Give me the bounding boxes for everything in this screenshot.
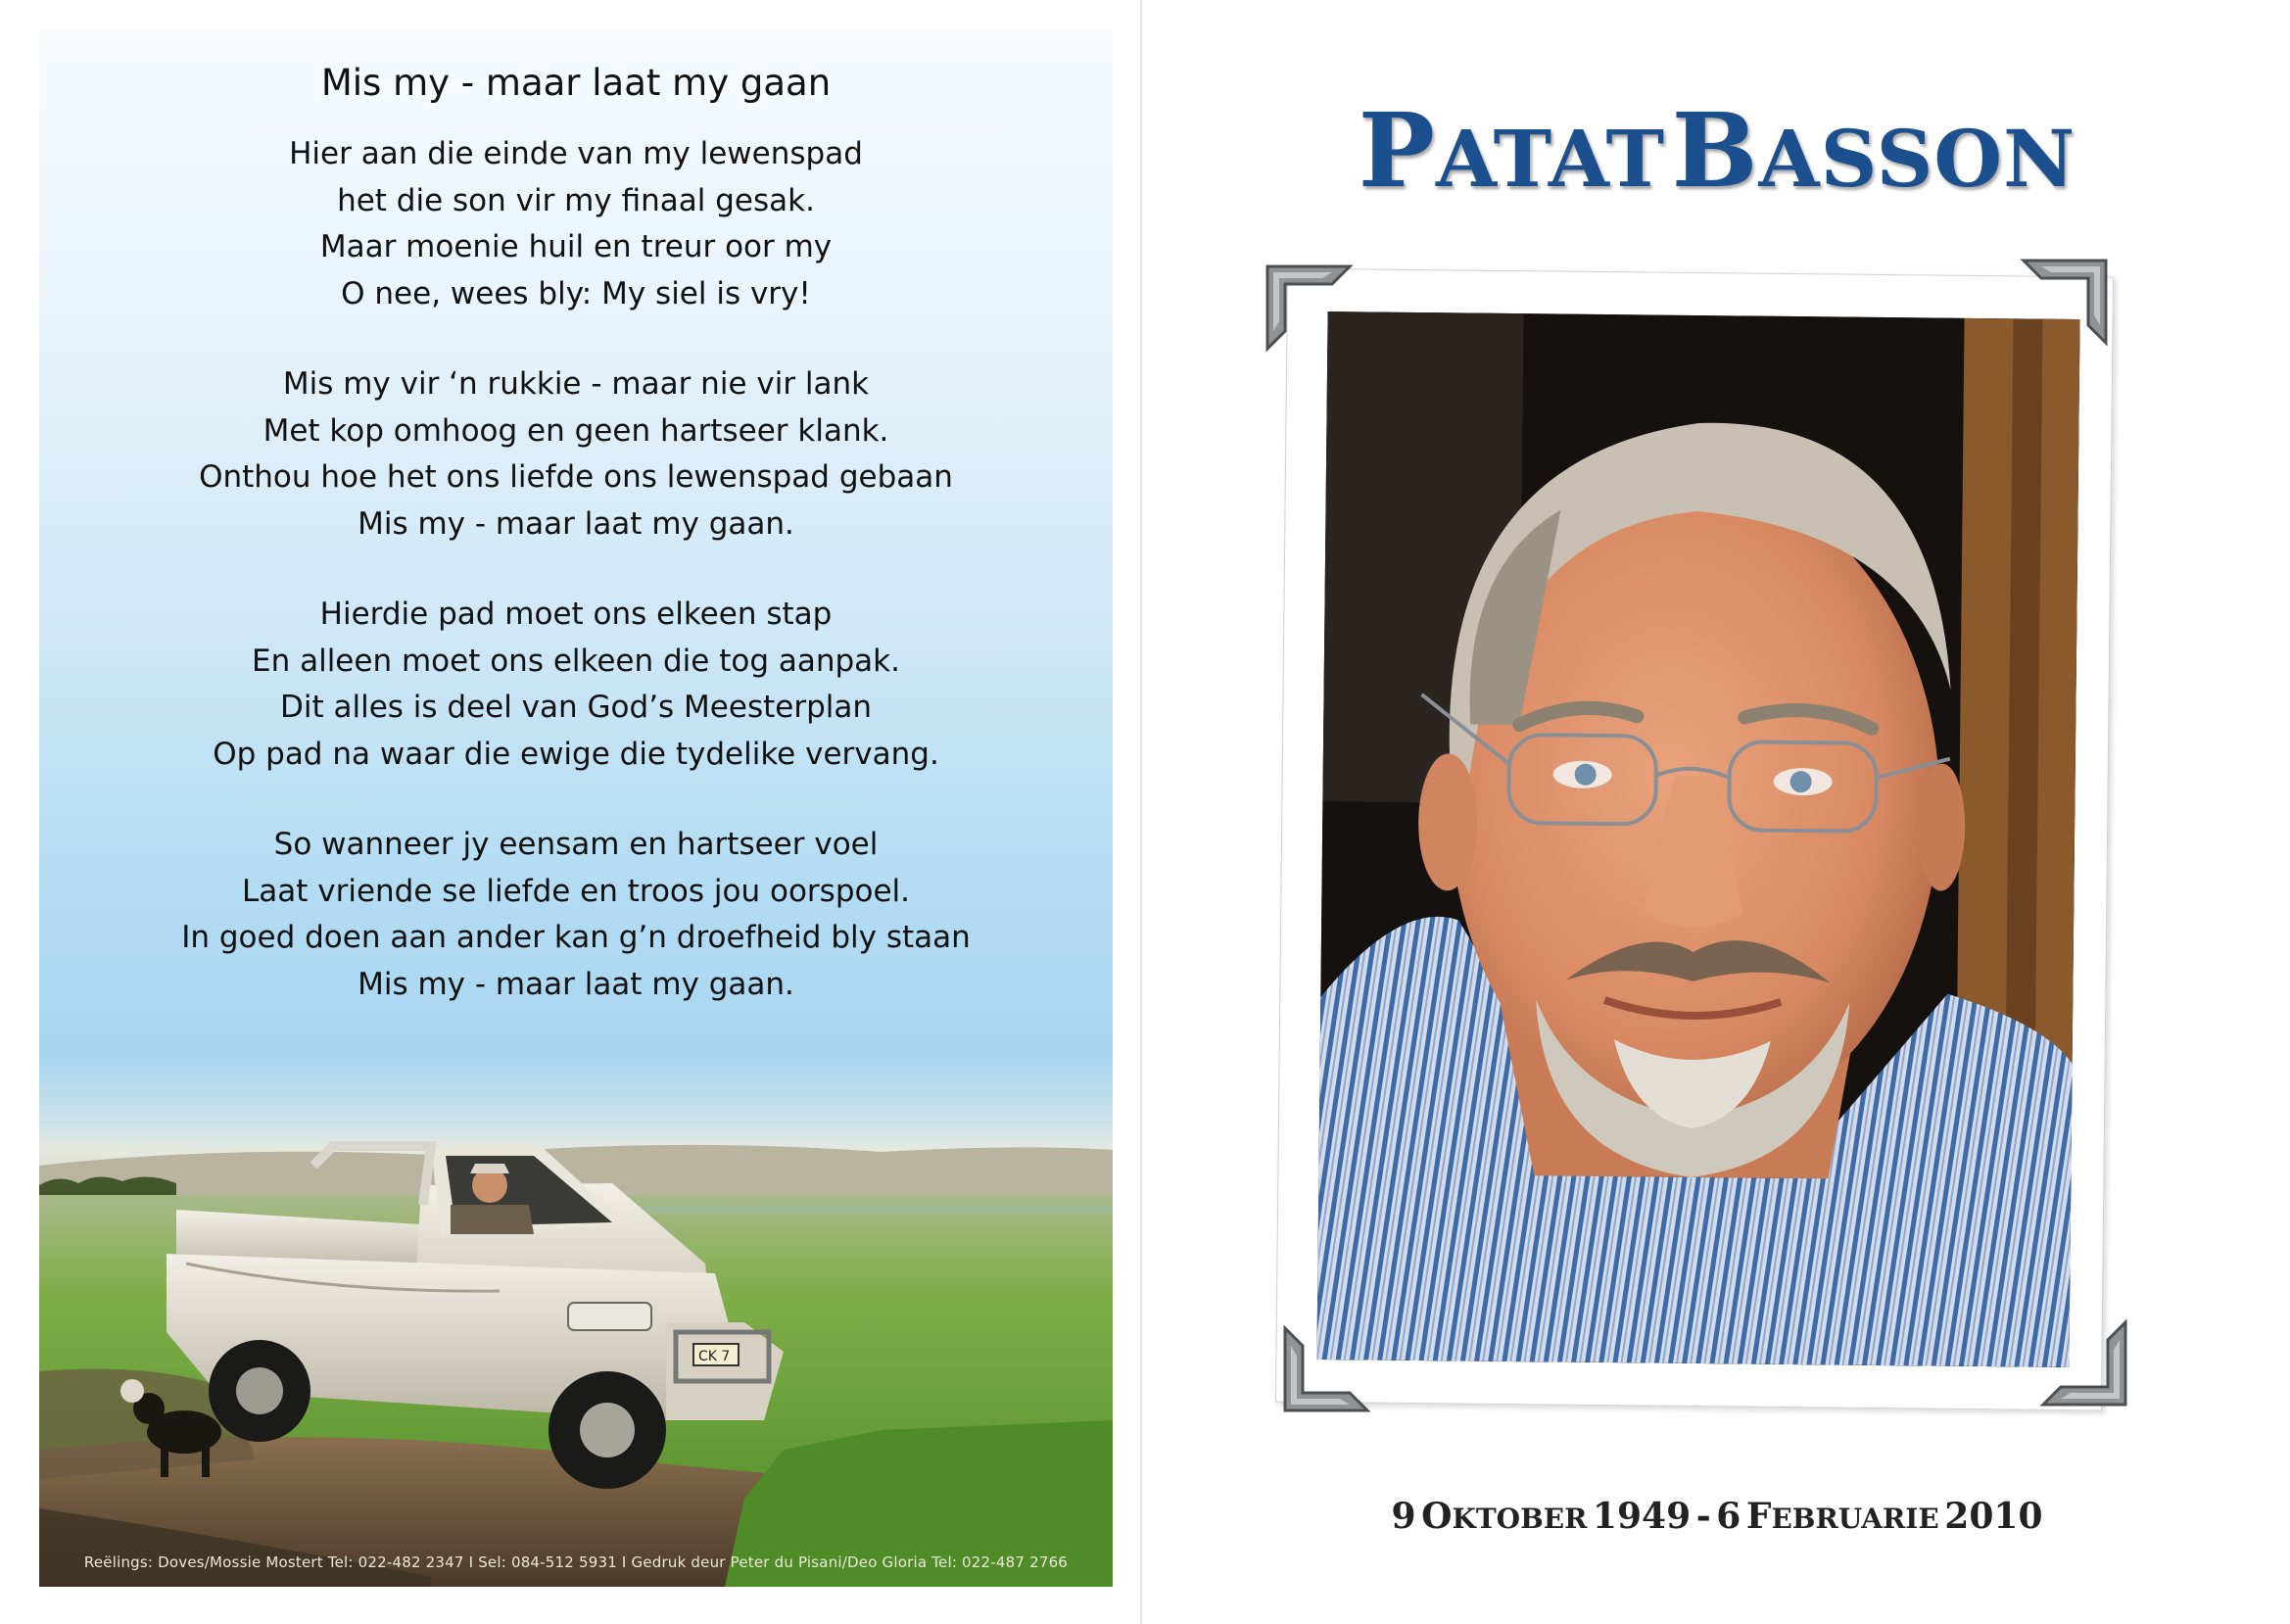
poem-stanza-3 (39, 592, 1113, 778)
poem-line: Onthou hoe het ons liefde ons lewenspad gebaan (199, 459, 953, 495)
poem-stanza-2 (39, 361, 1113, 548)
license-plate: CK 7 (698, 1349, 731, 1364)
birth-month-rest: KTOBER (1452, 1503, 1588, 1535)
poem-line: het die son vir my finaal gesak. (337, 182, 815, 218)
poem-line: Dit alles is deel van God’s Meesterplan (279, 690, 872, 725)
poem-line: So wanneer jy eensam en hartseer voel (273, 827, 879, 862)
surname-initial: B (1671, 90, 1759, 211)
photo-corner-icon (1281, 1324, 1371, 1414)
name-rest: ATAT (1435, 113, 1666, 205)
poem (39, 59, 1113, 1052)
portrait-photo (1316, 311, 2079, 1367)
date-separator: - (1695, 1496, 1711, 1537)
birth-year: 1949 (1592, 1496, 1692, 1537)
poem-line: Mis my - maar laat my gaan. (358, 505, 794, 542)
life-dates (1144, 1496, 2290, 1537)
portrait-illustration (1316, 311, 2079, 1367)
photo-corner-icon (1264, 263, 1354, 353)
poem-line: Met kop omhoog en geen hartseer klank. (262, 412, 889, 449)
poem-stanza-4 (39, 822, 1113, 1008)
photo-corner-icon (2020, 257, 2110, 347)
poem-stanza-1 (39, 131, 1113, 317)
death-month-initial: F (1745, 1496, 1772, 1537)
death-month-rest: EBRUARIE (1771, 1503, 1939, 1535)
photo-corner-icon (2039, 1318, 2129, 1409)
footer-credits: Reëlings: Doves/Mossie Mostert Tel: 022-482 2347 I Sel: 084-512 5931 I Gedruk deur Peter du Pisani/Deo Gloria Tel: 022-487 2766 (83, 1553, 1069, 1571)
death-year: 2010 (1944, 1496, 2043, 1537)
poem-line: En alleen moet ons elkeen die tog aanpak. (252, 643, 900, 679)
poem-line: In goed doen aan ander kan g’n droefheid bly staan (181, 920, 971, 955)
surname-rest: ASSON (1758, 113, 2076, 205)
poem-line: Maar moenie huil en treur oor my (319, 229, 833, 264)
death-day: 6 (1716, 1496, 1741, 1537)
name-initial: P (1358, 90, 1436, 211)
poem-line: O nee, wees bly: My siel is vry! (341, 275, 811, 311)
poem-line: Mis my vir ‘n rukkie - maar nie vir lank (282, 366, 870, 402)
poem-line: Hierdie pad moet ons elkeen stap (319, 597, 833, 632)
deceased-name (1144, 90, 2290, 211)
birth-day: 9 (1391, 1496, 1416, 1537)
poem-title: Mis my - maar laat my gaan (320, 62, 832, 104)
farm-scene-photo (39, 1126, 1113, 1587)
card-fold (1140, 0, 1142, 1624)
poem-line: Mis my - maar laat my gaan. (358, 966, 794, 1002)
poem-panel (39, 29, 1113, 1587)
poem-line: Hier aan die einde van my lewenspad (289, 136, 863, 171)
birth-month-initial: O (1421, 1496, 1453, 1537)
poem-line: Op pad na waar die ewige die tydelike vervang. (213, 736, 939, 772)
poem-line: Laat vriende se liefde en troos jou oorspoel. (241, 873, 910, 909)
